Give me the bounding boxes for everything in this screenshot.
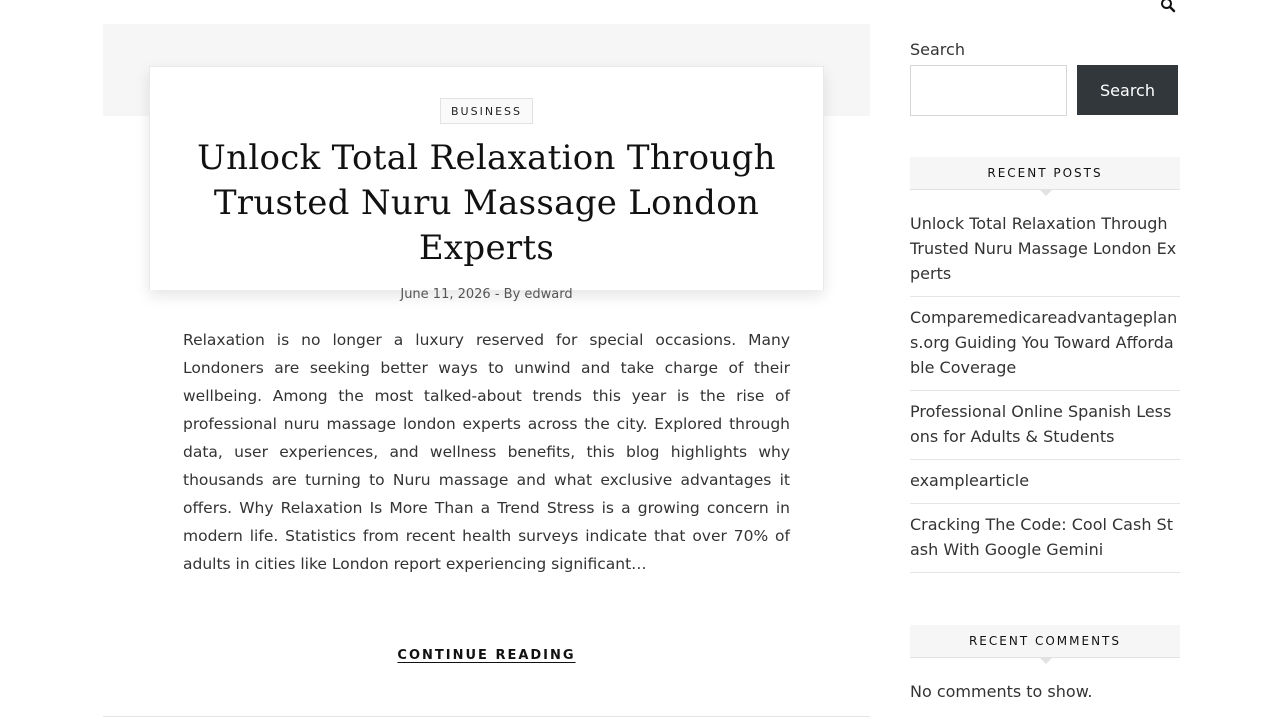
list-item xyxy=(910,460,1180,504)
post-by-label: - By xyxy=(490,287,525,302)
no-comments-text: No comments to show. xyxy=(910,682,1093,701)
recent-posts-widget xyxy=(910,157,1180,573)
recent-post-link[interactable]: Comparemedicareadvantageplans.org Guiding You Toward Affordable Coverage xyxy=(910,308,1178,377)
list-item xyxy=(910,203,1180,297)
recent-posts-title-text: RECENT POSTS xyxy=(987,166,1103,180)
post-title[interactable]: Unlock Total Relaxation Through Trusted Nuru Massage London Experts xyxy=(197,138,776,268)
list-item xyxy=(910,297,1180,391)
search-label: Search xyxy=(910,40,965,59)
recent-post-link[interactable]: examplearticle xyxy=(910,471,1030,490)
recent-comments-title xyxy=(910,625,1180,658)
search-button[interactable]: Search xyxy=(1077,65,1178,115)
post-author-link[interactable]: edward xyxy=(524,287,573,302)
post-date: June 11, 2026 xyxy=(400,287,491,302)
recent-post-link[interactable]: Unlock Total Relaxation Through Trusted Nuru Massage London Experts xyxy=(910,214,1177,283)
list-item xyxy=(910,504,1180,573)
recent-comments-title-text: RECENT COMMENTS xyxy=(968,634,1122,648)
post-divider xyxy=(103,716,870,717)
title-pointer-icon xyxy=(1040,658,1052,664)
recent-comments-widget xyxy=(910,625,1180,701)
post-excerpt: Relaxation is no longer a luxury reserved for special occasions. Many Londoners are seeking better ways to unwind and take charge of their wellbeing. Among the most talked-about trends this year is the rise of professional nuru massage london experts across the city. Explored through data, user experiences, and wellness benefits, this blog highlights why thousands are turning to Nuru massage and what exclusive advantages it offers. Why Relaxation Is More Than a Trend Stress is a growing concern in modern life. Statistics from recent health surveys indicate that over 70% of adults in cities like London report experiencing significant… xyxy=(183,331,790,573)
continue-reading xyxy=(103,646,870,664)
sidebar xyxy=(910,40,1180,701)
recent-posts-title xyxy=(910,157,1180,190)
post-meta xyxy=(150,287,823,302)
category-badge[interactable]: BUSINESS xyxy=(440,98,533,124)
search-icon[interactable] xyxy=(1160,0,1176,13)
recent-posts-list xyxy=(910,203,1180,573)
continue-reading-link[interactable]: CONTINUE READING xyxy=(397,648,576,663)
post-header xyxy=(149,66,824,302)
recent-post-link[interactable]: Professional Online Spanish Lessons for Adults & Students xyxy=(910,402,1172,446)
post-card xyxy=(103,24,870,720)
recent-post-link[interactable]: Cracking The Code: Cool Cash Stash With Google Gemini xyxy=(910,515,1173,559)
search-form xyxy=(910,65,1180,116)
search-input[interactable] xyxy=(910,65,1067,116)
list-item xyxy=(910,391,1180,460)
title-pointer-icon xyxy=(1040,190,1052,196)
